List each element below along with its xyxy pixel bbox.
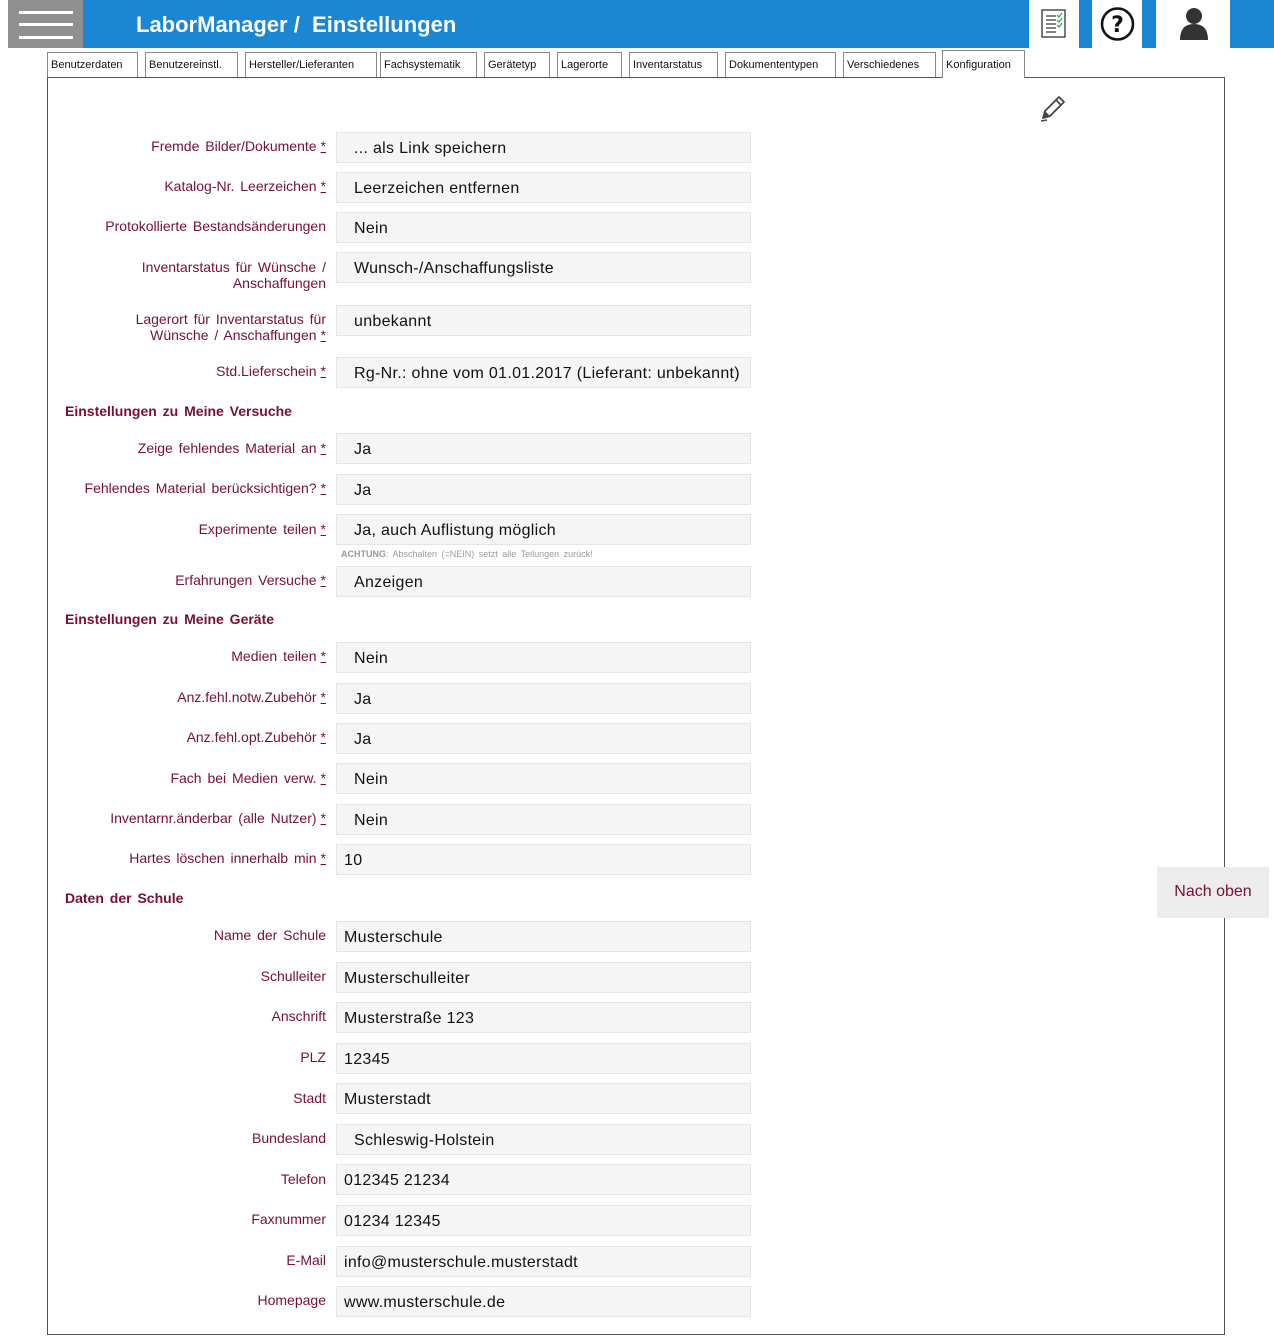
label-fehlendes-material: Fehlendes Material berücksichtigen? * — [84, 480, 326, 496]
select-zeige-fehlendes-material[interactable]: Ja — [336, 433, 751, 464]
checklist-icon[interactable] — [1029, 0, 1079, 48]
tab-benutzerdaten[interactable]: Benutzerdaten — [47, 52, 138, 77]
select-katalog-nr[interactable]: Leerzeichen entfernen — [336, 172, 751, 203]
input-email[interactable]: info@musterschule.musterstadt — [336, 1246, 751, 1277]
label-medien-teilen: Medien teilen * — [231, 648, 326, 664]
tab-inventarstatus[interactable]: Inventarstatus — [629, 52, 718, 77]
label-bundesland: Bundesland — [252, 1130, 326, 1146]
app-header — [0, 0, 1274, 48]
label-stadt: Stadt — [293, 1090, 326, 1106]
tab-hersteller-lieferanten[interactable]: Hersteller/Lieferanten — [245, 52, 377, 77]
label-faxnummer: Faxnummer — [251, 1211, 326, 1227]
select-erfahrungen-versuche[interactable]: Anzeigen — [336, 566, 751, 597]
label-lagerort-inventarstatus: Lagerort für Inventarstatus für Wünsche / Anschaffungen * — [135, 311, 326, 343]
tab-lagerorte[interactable]: Lagerorte — [557, 52, 622, 77]
label-zeige-fehlendes-material: Zeige fehlendes Material an * — [137, 440, 326, 456]
tab-fachsystematik[interactable]: Fachsystematik — [380, 52, 477, 77]
select-anz-fehl-opt-zubehoer[interactable]: Ja — [336, 723, 751, 754]
input-anschrift[interactable]: Musterstraße 123 — [336, 1002, 751, 1033]
label-fach-bei-medien: Fach bei Medien verw. * — [170, 770, 326, 786]
select-protokollierte-bestandsaenderungen[interactable]: Nein — [336, 212, 751, 243]
input-plz[interactable]: 12345 — [336, 1043, 751, 1074]
input-schulleiter[interactable]: Musterschulleiter — [336, 962, 751, 993]
input-faxnummer[interactable]: 01234 12345 — [336, 1205, 751, 1236]
input-name-der-schule[interactable]: Musterschule — [336, 921, 751, 952]
input-stadt[interactable]: Musterstadt — [336, 1083, 751, 1114]
pencil-icon[interactable] — [1038, 93, 1068, 123]
tab-dokumententypen[interactable]: Dokumententypen — [725, 52, 836, 77]
select-bundesland[interactable]: Schleswig-Holstein — [336, 1124, 751, 1155]
select-anz-fehl-notw-zubehoer[interactable]: Ja — [336, 683, 751, 714]
tab-geraetetyp[interactable]: Gerätetyp — [484, 52, 550, 77]
select-fehlendes-material[interactable]: Ja — [336, 474, 751, 505]
input-homepage[interactable]: www.musterschule.de — [336, 1286, 751, 1317]
tab-konfiguration[interactable]: Konfiguration — [942, 50, 1025, 78]
page-title: LaborManager / Einstellungen — [136, 12, 457, 37]
label-std-lieferschein: Std.Lieferschein * — [216, 363, 326, 379]
svg-text:?: ? — [1111, 13, 1124, 38]
user-icon[interactable] — [1156, 0, 1230, 48]
label-protokollierte-bestandsaenderungen: Protokollierte Bestandsänderungen — [105, 218, 326, 234]
label-experimente-teilen: Experimente teilen * — [198, 521, 326, 537]
section-heading-geraete: Einstellungen zu Meine Geräte — [65, 611, 275, 627]
select-medien-teilen[interactable]: Nein — [336, 642, 751, 673]
select-fremde-bilder[interactable]: ... als Link speichern — [336, 132, 751, 163]
experimente-teilen-hint: ACHTUNG: Abschalten (=NEIN) setzt alle Teilungen zurück! — [341, 549, 593, 559]
select-fach-bei-medien[interactable]: Nein — [336, 763, 751, 794]
label-hartes-loeschen: Hartes löschen innerhalb min * — [129, 850, 326, 866]
header-spacer — [1142, 0, 1156, 48]
label-anz-fehl-notw-zubehoer: Anz.fehl.notw.Zubehör * — [177, 689, 326, 705]
select-inventarnr-aenderbar[interactable]: Nein — [336, 804, 751, 835]
label-erfahrungen-versuche: Erfahrungen Versuche * — [175, 572, 326, 588]
header-spacer — [1230, 0, 1274, 48]
title-bar — [83, 0, 1029, 48]
back-to-top-button[interactable]: Nach oben — [1157, 867, 1269, 918]
input-telefon[interactable]: 012345 21234 — [336, 1164, 751, 1195]
select-std-lieferschein[interactable]: Rg-Nr.: ohne vom 01.01.2017 (Lieferant: unbekannt) — [336, 357, 751, 388]
header-spacer — [1079, 0, 1092, 48]
label-telefon: Telefon — [280, 1171, 326, 1187]
label-katalog-nr: Katalog-Nr. Leerzeichen * — [164, 178, 326, 194]
select-lagerort-inventarstatus[interactable]: unbekannt — [336, 305, 751, 336]
label-inventarnr-aenderbar: Inventarnr.änderbar (alle Nutzer) * — [110, 810, 326, 826]
input-hartes-loeschen[interactable]: 10 — [336, 844, 751, 875]
section-heading-schule: Daten der Schule — [65, 890, 184, 906]
section-heading-versuche: Einstellungen zu Meine Versuche — [65, 403, 292, 419]
tab-benutzereinstellungen[interactable]: Benutzereinstl. — [145, 52, 238, 77]
label-email: E-Mail — [286, 1252, 326, 1268]
label-inventarstatus-wuensche: Inventarstatus für Wünsche / Anschaffungen — [141, 259, 326, 291]
label-homepage: Homepage — [257, 1292, 326, 1308]
label-schulleiter: Schulleiter — [260, 968, 326, 984]
label-name-der-schule: Name der Schule — [213, 927, 326, 943]
tab-verschiedenes[interactable]: Verschiedenes — [843, 52, 936, 77]
hamburger-menu-icon[interactable] — [8, 0, 83, 48]
help-icon[interactable] — [1092, 0, 1142, 48]
label-anz-fehl-opt-zubehoer: Anz.fehl.opt.Zubehör * — [186, 729, 326, 745]
label-anschrift: Anschrift — [271, 1008, 326, 1024]
select-inventarstatus-wuensche[interactable]: Wunsch-/Anschaffungsliste — [336, 252, 751, 283]
label-plz: PLZ — [300, 1049, 326, 1065]
label-fremde-bilder: Fremde Bilder/Dokumente * — [151, 138, 326, 154]
select-experimente-teilen[interactable]: Ja, auch Auflistung möglich — [336, 514, 751, 545]
